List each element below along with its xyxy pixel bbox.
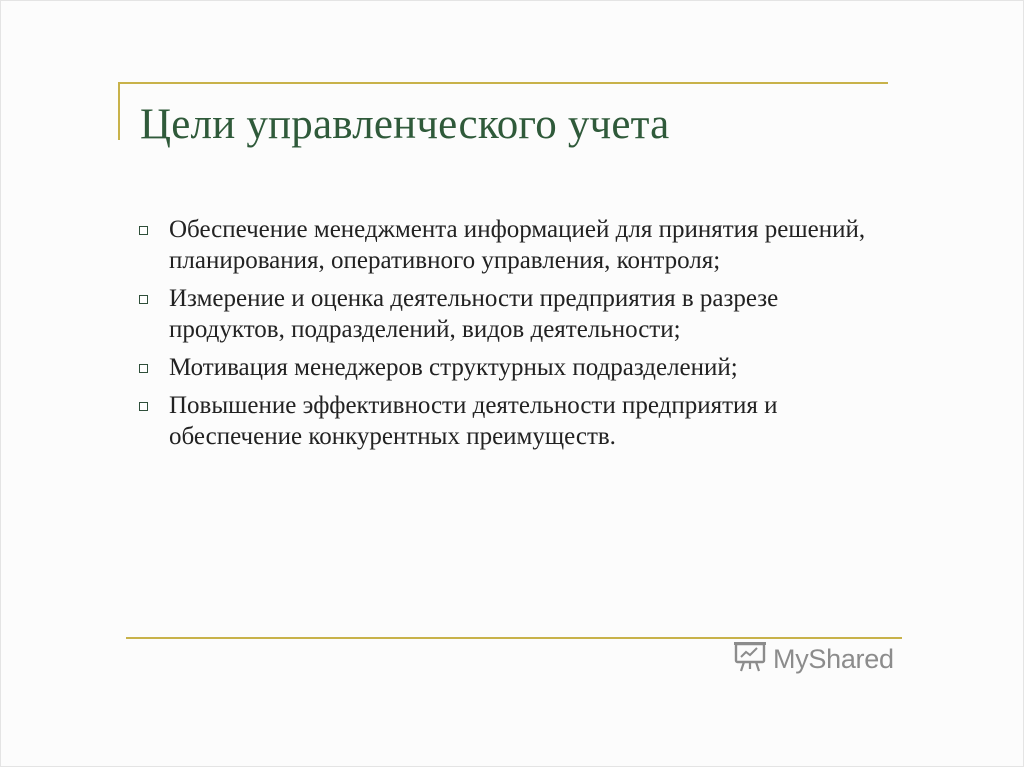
watermark-logo: [733, 640, 894, 679]
title-left-rule: [118, 82, 120, 140]
bullet-item: [134, 390, 894, 452]
bullet-text: Мотивация менеджеров структурных подразделений;: [169, 354, 738, 381]
slide-title: Цели управленческого учета: [140, 101, 670, 148]
bullet-text: Повышение эффективности деятельности предприятия и обеспечение конкурентных преимуществ.: [169, 392, 778, 450]
presentation-board-icon: [733, 640, 767, 679]
square-bullet-icon: [139, 226, 148, 235]
square-bullet-icon: [139, 364, 148, 373]
title-top-rule: [118, 82, 888, 84]
bullet-text: Обеспечение менеджмента информацией для принятия решений, планирования, оперативного управления, контроля;: [169, 216, 866, 274]
bullet-item: [134, 214, 894, 276]
bullet-item: [134, 352, 894, 383]
bullet-item: [134, 283, 894, 345]
footer-rule: [126, 637, 902, 639]
watermark-text: MyShared: [773, 644, 894, 674]
square-bullet-icon: [139, 402, 148, 411]
bullet-text: Измерение и оценка деятельности предприятия в разрезе продуктов, подразделений, видов деятельности;: [169, 285, 779, 343]
square-bullet-icon: [139, 295, 148, 304]
bullet-list: [134, 214, 894, 459]
